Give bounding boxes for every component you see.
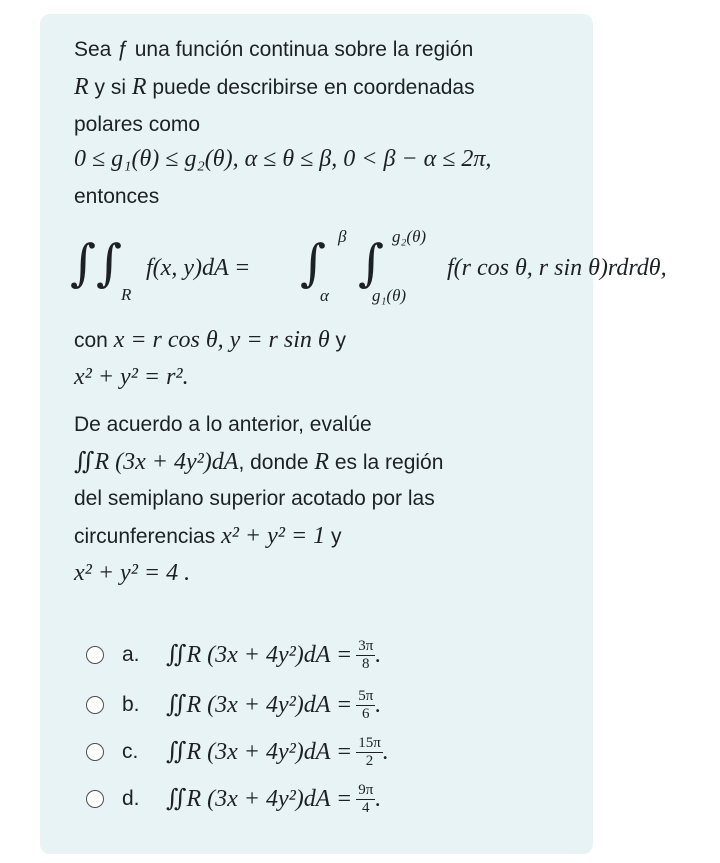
option-c[interactable]: c. ∬R (3x + 4y²)dA = $\frac{15\pi}{2}$ .: [86, 737, 389, 767]
outer-upper-limit: β: [338, 227, 347, 246]
relation-line-1: con x = r cos θ, y = r sin θ y: [74, 327, 346, 353]
option-expression: ∬R (3x + 4y²)dA =: [166, 642, 353, 668]
formula-lhs: f(x, y)dA =: [146, 255, 251, 281]
option-letter: c.: [122, 740, 139, 763]
radio-circle-icon[interactable]: [86, 696, 104, 714]
task-line-5: x² + y² = 4 .: [74, 560, 191, 586]
option-expression: ∬R (3x + 4y²)dA =: [166, 739, 353, 765]
task-line-3: del semiplano superior acotado por las: [74, 487, 435, 510]
option-fraction: $\frac{3\pi}{8}$: [358, 637, 374, 672]
option-letter: d.: [122, 787, 140, 810]
task-line-1: De acuerdo a lo anterior, evalúe: [74, 413, 372, 436]
option-fraction: $\frac{5\pi}{6}$: [358, 687, 374, 722]
option-fraction: $\frac{15\pi}{2}$: [358, 734, 381, 769]
option-d[interactable]: d. ∬R (3x + 4y²)dA = $\frac{9\pi}{4}$ .: [86, 784, 381, 814]
inner-lower-limit: g₁(θ): [372, 286, 407, 305]
intro-line-2: R y si R puede describirse en coordenadas: [74, 74, 475, 100]
double-integral-sign: ∫∫: [70, 234, 123, 292]
option-a[interactable]: a. ∬R (3x + 4y²)dA = $\frac{3\pi}{8}$ .: [86, 640, 381, 670]
option-b[interactable]: b. ∬R (3x + 4y²)dA = $\frac{5\pi}{6}$ .: [86, 690, 381, 720]
radio-circle-icon[interactable]: [86, 743, 104, 761]
option-expression: ∬R (3x + 4y²)dA =: [166, 692, 353, 718]
outer-lower-limit: α: [320, 286, 329, 305]
intro-line-3: polares como: [74, 113, 201, 136]
radio-circle-icon[interactable]: [86, 790, 104, 808]
inner-upper-limit: g₂(θ): [392, 227, 427, 246]
task-line-4: circunferencias x² + y² = 1 y: [74, 523, 342, 549]
polar-condition: 0 ≤ g₁(θ) ≤ g₂(θ), α ≤ θ ≤ β, 0 < β − α ≤ 2π,: [74, 146, 492, 172]
option-expression: ∬R (3x + 4y²)dA =: [166, 786, 353, 812]
option-letter: b.: [122, 693, 140, 716]
then-word: entonces: [74, 185, 160, 208]
option-letter: a.: [122, 643, 140, 666]
inner-integral-sign: ∫: [358, 234, 385, 292]
outer-integral-sign: ∫: [300, 234, 327, 292]
task-line-2: ∬R (3x + 4y²)dA, donde R es la región: [74, 449, 444, 475]
formula-region: R: [121, 285, 132, 304]
relation-line-2: x² + y² = r².: [74, 364, 189, 390]
formula-rhs: f(r cos θ, r sin θ)rdrdθ,: [447, 255, 667, 281]
option-fraction: $\frac{9\pi}{4}$: [358, 781, 374, 816]
intro-line-1: Sea ƒ una función continua sobre la región: [74, 38, 474, 61]
radio-circle-icon[interactable]: [86, 646, 104, 664]
